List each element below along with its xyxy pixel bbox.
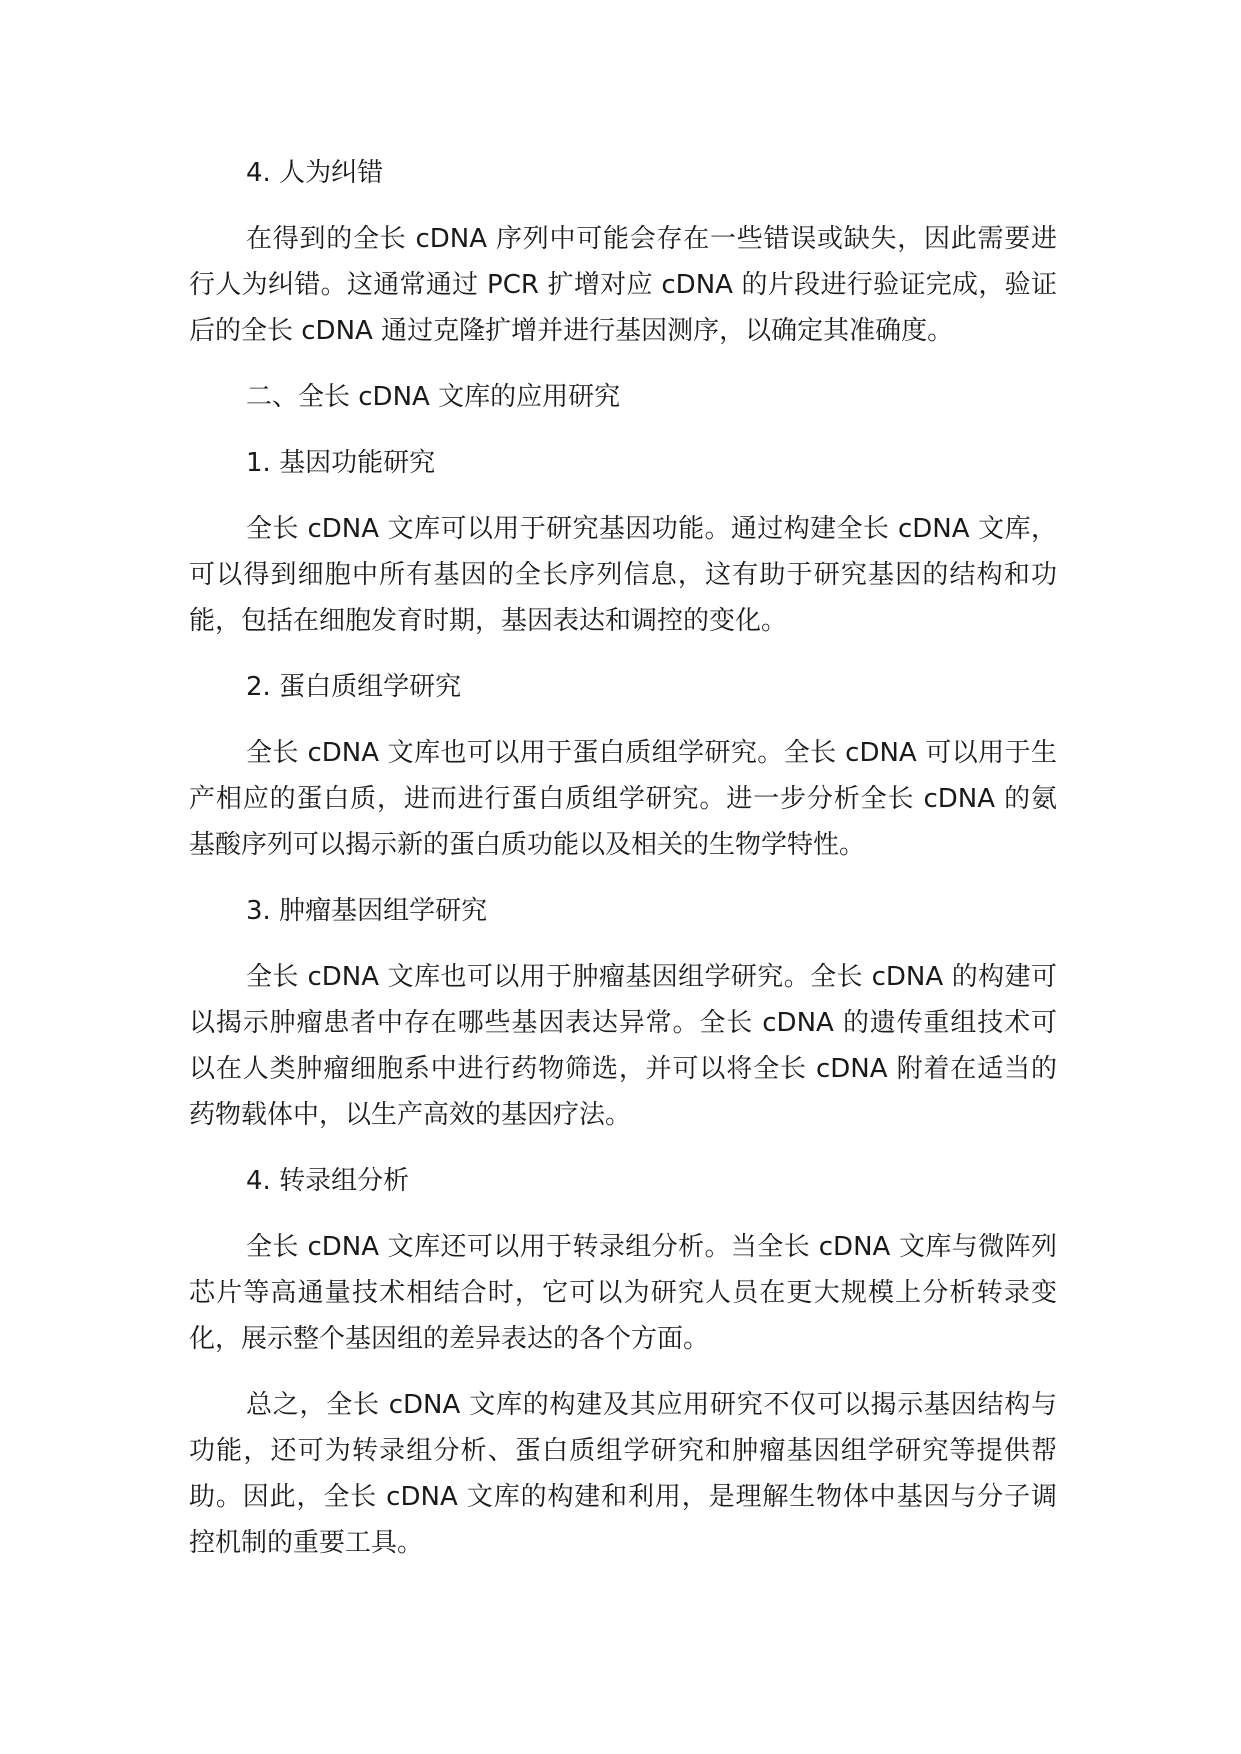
paragraph-gene-function: 全长 cDNA 文库可以用于研究基因功能。通过构建全长 cDNA 文库，可以得到细胞中所有基因的全长序列信息，这有助于研究基因的结构和功能，包括在细胞发育时期，基因表达和调控的变化。 [189, 514, 1057, 636]
section-heading-tumor-genomics: 3. 肿瘤基因组学研究 [246, 896, 488, 926]
chapter-heading-applications: 二、全长 cDNA 文库的应用研究 [246, 382, 621, 412]
paragraph-tumor-genomics: 全长 cDNA 文库也可以用于肿瘤基因组学研究。全长 cDNA 的构建可以揭示肿瘤患者中存在哪些基因表达异常。全长 cDNA 的遗传重组技术可以在人类肿瘤细胞系中进行药物筛选，并可以将全长 cDNA 附着在适当的药物载体中，以生产高效的基因疗法。 [189, 962, 1057, 1130]
section-heading-manual-correction: 4. 人为纠错 [246, 158, 384, 188]
paragraph-manual-correction: 在得到的全长 cDNA 序列中可能会存在一些错误或缺失，因此需要进行人为纠错。这通常通过 PCR 扩增对应 cDNA 的片段进行验证完成，验证后的全长 cDNA 通过克隆扩增并进行基因测序，以确定其准确度。 [189, 224, 1057, 346]
section-heading-transcriptome: 4. 转录组分析 [246, 1166, 410, 1196]
paragraph-proteomics: 全长 cDNA 文库也可以用于蛋白质组学研究。全长 cDNA 可以用于生产相应的蛋白质，进而进行蛋白质组学研究。进一步分析全长 cDNA 的氨基酸序列可以揭示新的蛋白质功能以及相关的生物学特性。 [189, 738, 1057, 860]
document-body [189, 150, 1057, 1586]
section-heading-gene-function: 1. 基因功能研究 [246, 448, 436, 478]
paragraph-conclusion: 总之，全长 cDNA 文库的构建及其应用研究不仅可以揭示基因结构与功能，还可为转录组分析、蛋白质组学研究和肿瘤基因组学研究等提供帮助。因此，全长 cDNA 文库的构建和利用，是理解生物体中基因与分子调控机制的重要工具。 [189, 1390, 1057, 1558]
section-heading-proteomics: 2. 蛋白质组学研究 [246, 672, 462, 702]
paragraph-transcriptome: 全长 cDNA 文库还可以用于转录组分析。当全长 cDNA 文库与微阵列芯片等高通量技术相结合时，它可以为研究人员在更大规模上分析转录变化，展示整个基因组的差异表达的各个方面。 [189, 1232, 1057, 1354]
